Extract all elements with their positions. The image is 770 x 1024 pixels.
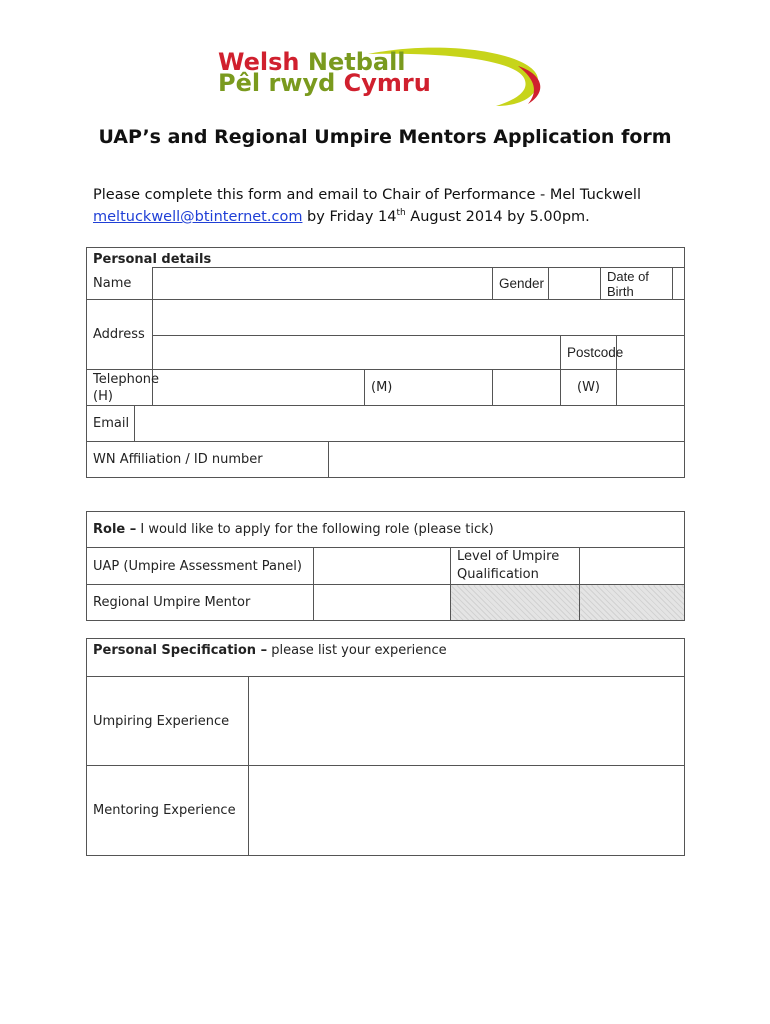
mentoring-label: Mentoring Experience [87, 766, 249, 856]
mentor-tick-box[interactable] [314, 585, 451, 621]
page-title: UAP’s and Regional Umpire Mentors Application form [98, 126, 672, 148]
level-input[interactable] [580, 548, 685, 585]
deadline-pre: by Friday 14 [302, 209, 397, 225]
affiliation-label: WN Affiliation / ID number [87, 442, 329, 478]
telephone-home-input[interactable] [153, 370, 365, 406]
personal-details-table [86, 247, 685, 478]
mentor-label: Regional Umpire Mentor [87, 585, 314, 621]
email-label: Email [87, 406, 135, 442]
logo-pel-rwyd: Pêl rwyd [218, 69, 336, 97]
telephone-label: Telephone (H) [87, 370, 153, 406]
uap-tick-box[interactable] [314, 548, 451, 585]
postcode-label: Postcode [561, 336, 617, 370]
gender-input[interactable] [549, 268, 601, 300]
uap-label: UAP (Umpire Assessment Panel) [87, 548, 314, 585]
address-input-line-2[interactable] [153, 336, 561, 370]
umpiring-label: Umpiring Experience [87, 677, 249, 766]
dob-label: Date of Birth [601, 268, 673, 300]
deadline-sup: th [396, 208, 406, 219]
logo-line-2 [218, 69, 431, 97]
mobile-label: (M) [365, 370, 493, 406]
role-header [87, 512, 685, 548]
personal-details-header: Personal details [87, 248, 685, 268]
shaded-cell-1 [451, 585, 580, 621]
intro-line-2 [93, 206, 641, 228]
spec-header-bold: Personal Specification – [93, 643, 268, 658]
spec-header-rest: please list your experience [267, 643, 447, 658]
name-input[interactable] [153, 268, 493, 300]
email-link[interactable]: meltuckwell@btinternet.com [93, 209, 303, 225]
mentoring-input[interactable] [249, 766, 685, 856]
role-header-rest: I would like to apply for the following role (please tick) [136, 522, 494, 537]
umpiring-input[interactable] [249, 677, 685, 766]
postcode-input[interactable] [617, 336, 685, 370]
shaded-cell-2 [580, 585, 685, 621]
logo-netball: Netball [307, 48, 406, 76]
address-input-line-1[interactable] [153, 300, 685, 336]
work-label: (W) [561, 370, 617, 406]
deadline-post: August 2014 by 5.00pm. [405, 209, 590, 225]
telephone-mobile-input[interactable] [493, 370, 561, 406]
welsh-netball-logo [218, 44, 558, 110]
logo-cymru: Cymru [343, 69, 431, 97]
intro-text [93, 184, 641, 228]
gender-label: Gender [493, 268, 549, 300]
dob-input[interactable] [673, 268, 685, 300]
intro-line-1: Please complete this form and email to Chair of Performance - Mel Tuckwell [93, 187, 641, 203]
email-input[interactable] [135, 406, 685, 442]
name-label: Name [87, 268, 153, 300]
spec-header [87, 639, 685, 677]
telephone-work-input[interactable] [617, 370, 685, 406]
address-label: Address [87, 300, 153, 370]
role-table [86, 511, 685, 621]
personal-spec-table [86, 638, 685, 856]
affiliation-input[interactable] [329, 442, 685, 478]
role-header-bold: Role – [93, 522, 137, 537]
logo-welsh: Welsh [218, 48, 300, 76]
level-label: Level of Umpire Qualification [451, 548, 580, 585]
